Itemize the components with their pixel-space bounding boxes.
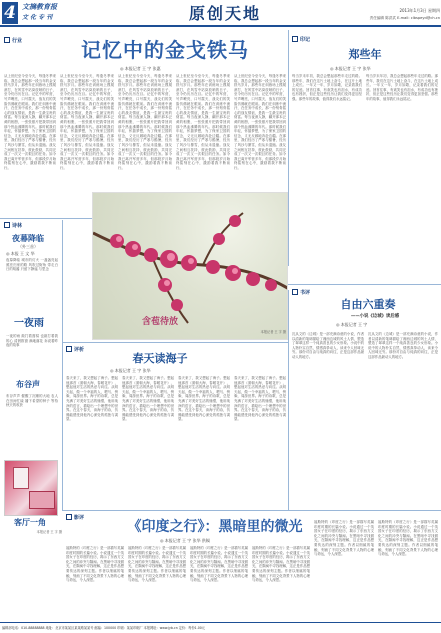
poem3-title: 布谷声: [16, 380, 40, 389]
main-article-col5: 从上世纪至今至今天，每逢冬季来临，我总会想起那一段当年的金戈铁马岁月。那些年在训练场上摸爬滚打，在风雪中站岗放哨的日子，至今仍历历在目。记忆中的军营，号声嘹亮，口号震天，战友们的笑脸仿佛就在眼前。我们在训练中流汗，在任务中成长，那一份刻骨铭心的战友情谊，是我一生最宝贵的财富。每当夜深人静，翻开那本泛黄的相册，一张张照片把我带回到那个热血沸腾的年代。那时候我们年轻，怀揣梦想，为了保家卫国的信念，义无反顾地奔赴边疆。在那里，我们经历了严寒与酷暑，经历了风沙与暴雪，但从未退缩。战友之间相互扶持，彼此鼓励，共同完成了一次又一次艰巨的任务。如今我已离开军营多年，但那段岁月始终铭刻在心中，激励着我不断前行。: [234, 74, 286, 170]
section-tag-yingping: 影评: [66, 514, 106, 522]
poem2-body: 一夜的雨 敲打着窗棂 也敲打着我的心 清晨推窗 满地落花 诉说着昨夜的故事: [6, 334, 58, 348]
section-tag-hangye: 行业: [4, 37, 44, 45]
living-room-photo: [4, 460, 58, 516]
main-article-col1: 从上世纪至今至今天，每逢冬季来临，我总会想起那一段当年的金戈铁马岁月。那些年在训练场上摸爬滚打，在风雪中站岗放哨的日子，至今仍历历在目。记忆中的军营，号声嘹亮，口号震天，战友们的笑脸仿佛就在眼前。我们在训练中流汗，在任务中成长，那一份刻骨铭心的战友情谊，是我一生最宝贵的财富。每当夜深人静，翻开那本泛黄的相册，一张张照片把我带回到那个热血沸腾的年代。那时候我们年轻，怀揣梦想，为了保家卫国的信念，义无反顾地奔赴边疆。在那里，我们经历了严寒与酷暑，经历了风沙与暴雪，但从未退缩。战友之间相互扶持，彼此鼓励，共同完成了一次又一次艰巨的任务。如今我已离开军营多年，但那段岁月始终铭刻在心中，激励着我不断前行。: [4, 74, 56, 170]
zheng-article-author: ◎ 本报记者 王 宇 张华: [330, 66, 371, 71]
yindu-col3: 福斯特的《印度之行》是一部描写英属印度时期的长篇小说。小说通过一个英国女子在印度的经历，揭示了东西方文化之间的冲突与隔阂。在黑暗中寻找微光，在隔阂中寻找理解，这正是作品想要传达的深刻主题。作者以细腻的笔触，刻画了不同文化背景下人物的心理与命运，令人深思。: [190, 546, 248, 583]
poem1-author: ◎ 本报 王 文 华: [6, 251, 35, 256]
paper-name: 文摘教育报: [22, 3, 57, 11]
chuntian-col2: 春天来了，我又想起了海子。想起他那首《面朝大海，春暖花开》，想起他对生活的热爱与向往。从明天起，做一个幸福的人，喂马、劈柴，周游世界。海子的诗歌，总是充满了对美好生活的憧憬，他用纯净的语言，描绘出一个理想中的世界。在这个春天，读海子的诗，仿佛能感受到他内心深处的孤独与渴望。: [122, 376, 174, 422]
section-name: 原创天地: [188, 4, 261, 23]
editor-line: 责任编辑 陈洪武 E-mail: clbspeyd@ch.cn: [369, 16, 440, 20]
poem1-title: 夜幕降临: [12, 234, 44, 243]
column-divider-main: [288, 30, 289, 266]
column-divider-right: [288, 290, 289, 510]
yindu-title: 《印度之行》：黑暗里的微光: [127, 519, 303, 535]
zheng-article-col2: 每当岁末年初，我总会想起那些年走过的路。那些年，我们在这片土地上奋斗，在这片土地上成长。一年又一年，岁月如歌，记录着我们的足迹。回首往事，有欢笑也有泪水，有成功也有挫折，但正是这些经历让我们变得更加坚强。那些年的故事，值得我们永远铭记。: [366, 74, 438, 101]
main-article-title: 记忆中的金戈铁马: [81, 38, 249, 62]
masthead-rule: [0, 25, 441, 27]
blossom-caption: 含苞待放: [141, 317, 178, 327]
rule-under-yinji: [288, 284, 441, 285]
blossom-credit: 本报记者 王 宇 摄: [260, 330, 286, 334]
poem1-subtitle: （外三首）: [18, 244, 38, 249]
rule-above-yingping: [62, 510, 441, 511]
chuntian-author: ◎ 本报记者 王 宇 张华: [110, 368, 151, 373]
masthead: [0, 0, 441, 28]
poem3-body: 布谷声声 催醒了沉睡的大地 农人在田间忙碌 播下希望的种子 等待秋天的收获: [6, 394, 58, 408]
footer-text: 编辑部电话：010-88888888 地址：北京市某某区某某路某某号 邮编：100000 印刷：某某印刷厂 本报网址：www.jyb.cn 定价：每份1.00元: [2, 626, 205, 630]
main-article-col4: 从上世纪至今至今天，每逢冬季来临，我总会想起那一段当年的金戈铁马岁月。那些年在训练场上摸爬滚打，在风雪中站岗放哨的日子，至今仍历历在目。记忆中的军营，号声嘹亮，口号震天，战友们的笑脸仿佛就在眼前。我们在训练中流汗，在任务中成长，那一份刻骨铭心的战友情谊，是我一生最宝贵的财富。每当夜深人静，翻开那本泛黄的相册，一张张照片把我带回到那个热血沸腾的年代。那时候我们年轻，怀揣梦想，为了保家卫国的信念，义无反顾地奔赴边疆。在那里，我们经历了严寒与酷暑，经历了风沙与暴雪，但从未退缩。战友之间相互扶持，彼此鼓励，共同完成了一次又一次艰巨的任务。如今我已离开军营多年，但那段岁月始终铭刻在心中，激励着我不断前行。: [176, 74, 230, 170]
chuntian-col4: 春天来了，我又想起了海子。想起他那首《面朝大海，春暖花开》，想起他对生活的热爱与向往。从明天起，做一个幸福的人，喂马、劈柴，周游世界。海子的诗歌，总是充满了对美好生活的憧憬，他用纯净的语言，描绘出一个理想中的世界。在这个春天，读海子的诗，仿佛能感受到他内心深处的孤独与渴望。: [234, 376, 286, 422]
yindu-col5: 福斯特的《印度之行》是一部描写英属印度时期的长篇小说。小说通过一个英国女子在印度的经历，揭示了东西方文化之间的冲突与隔阂。在黑暗中寻找微光，在隔阂中寻找理解，这正是作品想要传达的深刻主题。作者以细腻的笔触，刻画了不同文化背景下人物的心理与命运，令人深思。: [314, 520, 374, 557]
zheng-article-title: 郑些年: [348, 48, 382, 61]
chuntian-col1: 春天来了，我又想起了海子。想起他那首《面朝大海，春暖花开》，想起他对生活的热爱与向往。从明天起，做一个幸福的人，喂马、劈柴，周游世界。海子的诗歌，总是充满了对美好生活的憧憬，他用纯净的语言，描绘出一个理想中的世界。在这个春天，读海子的诗，仿佛能感受到他内心深处的孤独与渴望。: [66, 376, 118, 422]
ziyou-subtitle: ——小说《边城》读后感: [350, 314, 400, 319]
ziyou-col2: 沈从文的《边城》是一部充满诗意的小说，作者以清新的笔调描绘了湘西边城的风土人情，塑造了翠翠这样一个纯真善良的少女形象。小说中的人物朴实自然，情感真挚动人，读来令人回味无穷。那份对自由与纯真的向往，正是这部作品最动人的地方。: [368, 332, 438, 359]
section-tag-shici: 诗林: [4, 222, 44, 230]
main-article-col3: 从上世纪至今至今天，每逢冬季来临，我总会想起那一段当年的金戈铁马岁月。那些年在训练场上摸爬滚打，在风雪中站岗放哨的日子，至今仍历历在目。记忆中的军营，号声嘹亮，口号震天，战友们的笑脸仿佛就在眼前。我们在训练中流汗，在任务中成长，那一份刻骨铭心的战友情谊，是我一生最宝贵的财富。每当夜深人静，翻开那本泛黄的相册，一张张照片把我带回到那个热血沸腾的年代。那时候我们年轻，怀揣梦想，为了保家卫国的信念，义无反顾地奔赴边疆。在那里，我们经历了严寒与酷暑，经历了风沙与暴雪，但从未退缩。战友之间相互扶持，彼此鼓励，共同完成了一次又一次艰巨的任务。如今我已离开军营多年，但那段岁月始终铭刻在心中，激励着我不断前行。: [118, 74, 172, 170]
ziyou-author: ◎ 本报记者 王 宇: [336, 322, 368, 327]
page-number-box: 4: [2, 2, 18, 24]
yindu-author: ◎ 本报记者 王 宇 张华 供稿: [160, 538, 210, 543]
blossom-branch-icon: [93, 193, 288, 340]
main-article-col2: 从上世纪至今至今天，每逢冬季来临，我总会想起那一段当年的金戈铁马岁月。那些年在训练场上摸爬滚打，在风雪中站岗放哨的日子，至今仍历历在目。记忆中的军营，号声嘹亮，口号震天，战友们的笑脸仿佛就在眼前。我们在训练中流汗，在任务中成长，那一份刻骨铭心的战友情谊，是我一生最宝贵的财富。每当夜深人静，翻开那本泛黄的相册，一张张照片把我带回到那个热血沸腾的年代。那时候我们年轻，怀揣梦想，为了保家卫国的信念，义无反顾地奔赴边疆。在那里，我们经历了严寒与酷暑，经历了风沙与暴雪，但从未退缩。战友之间相互扶持，彼此鼓励，共同完成了一次又一次艰巨的任务。如今我已离开军营多年，但那段岁月始终铭刻在心中，激励着我不断前行。: [60, 74, 114, 170]
section-tag-shuping: 书评: [292, 289, 332, 297]
yindu-col4: 福斯特的《印度之行》是一部描写英属印度时期的长篇小说。小说通过一个英国女子在印度的经历，揭示了东西方文化之间的冲突与隔阂。在黑暗中寻找微光，在隔阂中寻找理解，这正是作品想要传达的深刻主题。作者以细腻的笔触，刻画了不同文化背景下人物的心理与命运，令人深思。: [252, 546, 310, 583]
living-room-credit: 本报记者 王 宇 摄: [36, 530, 62, 534]
ziyou-title: 自由六重奏: [340, 298, 396, 311]
special-issue-label: 文 化 专 刊: [22, 14, 53, 21]
yindu-col6: 福斯特的《印度之行》是一部描写英属印度时期的长篇小说。小说通过一个英国女子在印度的经历，揭示了东西方文化之间的冲突与隔阂。在黑暗中寻找微光，在隔阂中寻找理解，这正是作品想要传达的深刻主题。作者以细腻的笔触，刻画了不同文化背景下人物的心理与命运，令人深思。: [378, 520, 438, 557]
rule-above-pingxi: [62, 342, 288, 343]
main-article-author: ◎ 本报记者 王 宇 张惠: [120, 66, 161, 71]
poem1-body: 夜幕降临 城市的灯火 一盏盏亮起 照亮归家的路 风吹过街角 带走白日的喧嚣 只留下静谧 与思念: [6, 258, 58, 272]
photo-window: [13, 467, 29, 489]
chuntian-col3: 春天来了，我又想起了海子。想起他那首《面朝大海，春暖花开》，想起他对生活的热爱与向往。从明天起，做一个幸福的人，喂马、劈柴，周游世界。海子的诗歌，总是充满了对美好生活的憧憬，他用纯净的语言，描绘出一个理想中的世界。在这个春天，读海子的诗，仿佛能感受到他内心深处的孤独与渴望。: [178, 376, 230, 422]
living-room-caption: 客厅一角: [14, 518, 46, 527]
zheng-article-col1: 每当岁末年初，我总会想起那些年走过的路。那些年，我们在这片土地上奋斗，在这片土地上成长。一年又一年，岁月如歌，记录着我们的足迹。回首往事，有欢笑也有泪水，有成功也有挫折，但正是这些经历让我们变得更加坚强。那些年的故事，值得我们永远铭记。: [292, 74, 362, 101]
section-tag-yinji: 印记: [292, 36, 332, 44]
footer-rule: [0, 622, 441, 623]
date-line: 2013年1月3日 星期四: [399, 8, 440, 13]
yindu-col2: 福斯特的《印度之行》是一部描写英属印度时期的长篇小说。小说通过一个英国女子在印度的经历，揭示了东西方文化之间的冲突与隔阂。在黑暗中寻找微光，在隔阂中寻找理解，这正是作品想要传达的深刻主题。作者以细腻的笔触，刻画了不同文化背景下人物的心理与命运，令人深思。: [128, 546, 186, 583]
section-tag-pingxi: 评析: [66, 346, 106, 354]
chuntian-title: 春天读海子: [132, 352, 188, 365]
blossom-photo: [92, 192, 288, 340]
yindu-col1: 福斯特的《印度之行》是一部描写英属印度时期的长篇小说。小说通过一个英国女子在印度的经历，揭示了东西方文化之间的冲突与隔阂。在黑暗中寻找微光，在隔阂中寻找理解，这正是作品想要传达的深刻主题。作者以细腻的笔触，刻画了不同文化背景下人物的心理与命运，令人深思。: [66, 546, 124, 583]
column-divider-left: [62, 220, 63, 510]
ziyou-col1: 沈从文的《边城》是一部充满诗意的小说，作者以清新的笔调描绘了湘西边城的风土人情，塑造了翠翠这样一个纯真善良的少女形象。小说中的人物朴实自然，情感真挚动人，读来令人回味无穷。那份对自由与纯真的向往，正是这部作品最动人的地方。: [292, 332, 364, 359]
poem2-title: 一夜雨: [14, 318, 44, 329]
photo-sofa: [29, 491, 55, 509]
